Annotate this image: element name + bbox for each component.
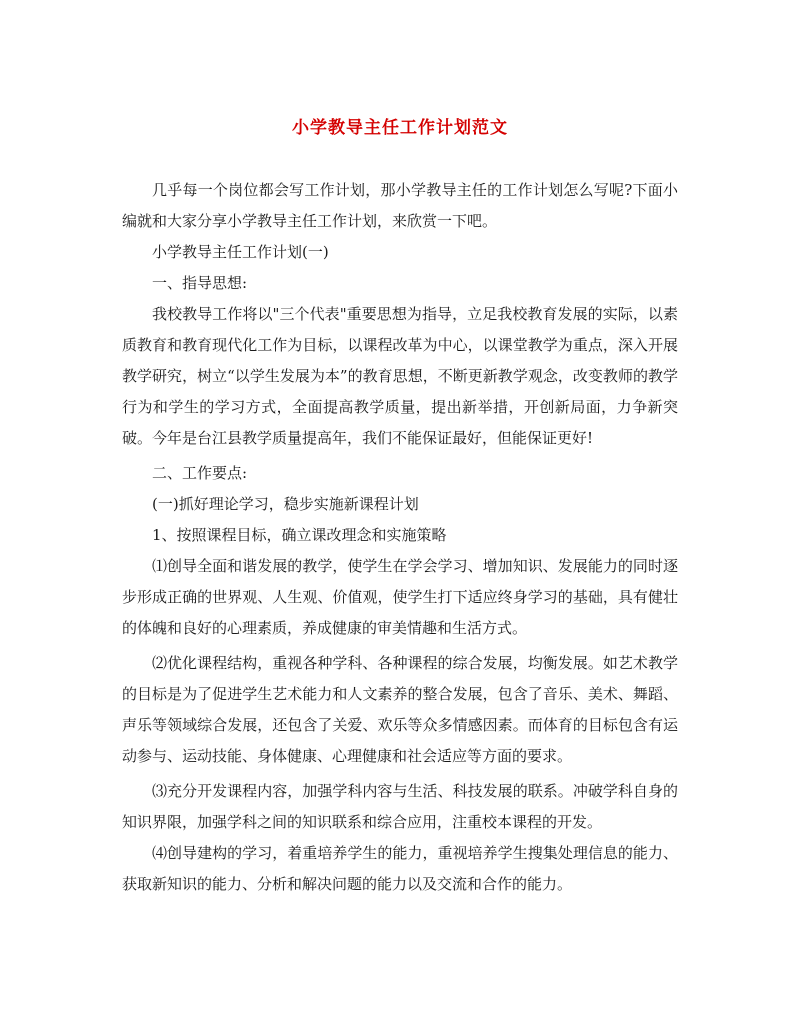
- section-heading-work-points: 二、工作要点:: [152, 464, 248, 482]
- subsection-heading-theory-study: (一)抓好理论学习，稳步实施新课程计划: [152, 495, 419, 513]
- point-1-paragraph: ⑴创导全面和谐发展的教学，使学生在学会学习、增加知识、发展能力的同时逐步形成正确的世界观、人生观、价值观，使学生打下适应终身学习的基础，具有健壮的体魄和良好的心理素质，养成健康的审美情趣和生活方式。: [122, 557, 678, 637]
- document-title: 小学教导主任工作计划范文: [292, 118, 508, 138]
- point-3-paragraph: ⑶充分开发课程内容，加强学科内容与生活、科技发展的联系。冲破学科自身的知识界限，加强学科之间的知识联系和综合应用，注重校本课程的开发。: [122, 782, 678, 831]
- point-2-paragraph: ⑵优化课程结构，重视各种学科、各种课程的综合发展，均衡发展。如艺术教学的目标是为了促进学生艺术能力和人文素养的整合发展，包含了音乐、美术、舞蹈、声乐等领域综合发展，还包含了关爱、欢乐等众多情感因素。而体育的目标包含有运动参与、运动技能、身体健康、心理健康和社会适应等方面的要求。: [122, 654, 678, 765]
- section-heading-guiding-thought: 一、指导思想:: [152, 274, 248, 292]
- item-heading-curriculum-goals: 1、按照课程目标，确立课改理念和实施策略: [152, 526, 447, 544]
- document-body: [122, 175, 678, 900]
- point-4-paragraph: ⑷创导建构的学习，着重培养学生的能力，重视培养学生搜集处理信息的能力、获取新知识的能力、分析和解决问题的能力以及交流和合作的能力。: [122, 844, 678, 893]
- intro-paragraph: 几乎每一个岗位都会写工作计划，那小学教导主任的工作计划怎么写呢?下面小编就和大家分享小学教导主任工作计划，来欣赏一下吧。: [122, 181, 678, 230]
- plan-heading: 小学教导主任工作计划(一): [152, 243, 329, 261]
- guiding-thought-paragraph: 我校教导工作将以"三个代表"重要思想为指导，立足我校教育发展的实际，以素质教育和教育现代化工作为目标，以课程改革为中心，以课堂教学为重点，深入开展教学研究，树立“以学生发展为本”的教育思想，不断更新教学观念，改变教师的教学行为和学生的学习方式，全面提高教学质量，提出新举措，开创新局面，力争新突破。今年是台江县教学质量提高年，我们不能保证最好，但能保证更好!: [122, 305, 678, 447]
